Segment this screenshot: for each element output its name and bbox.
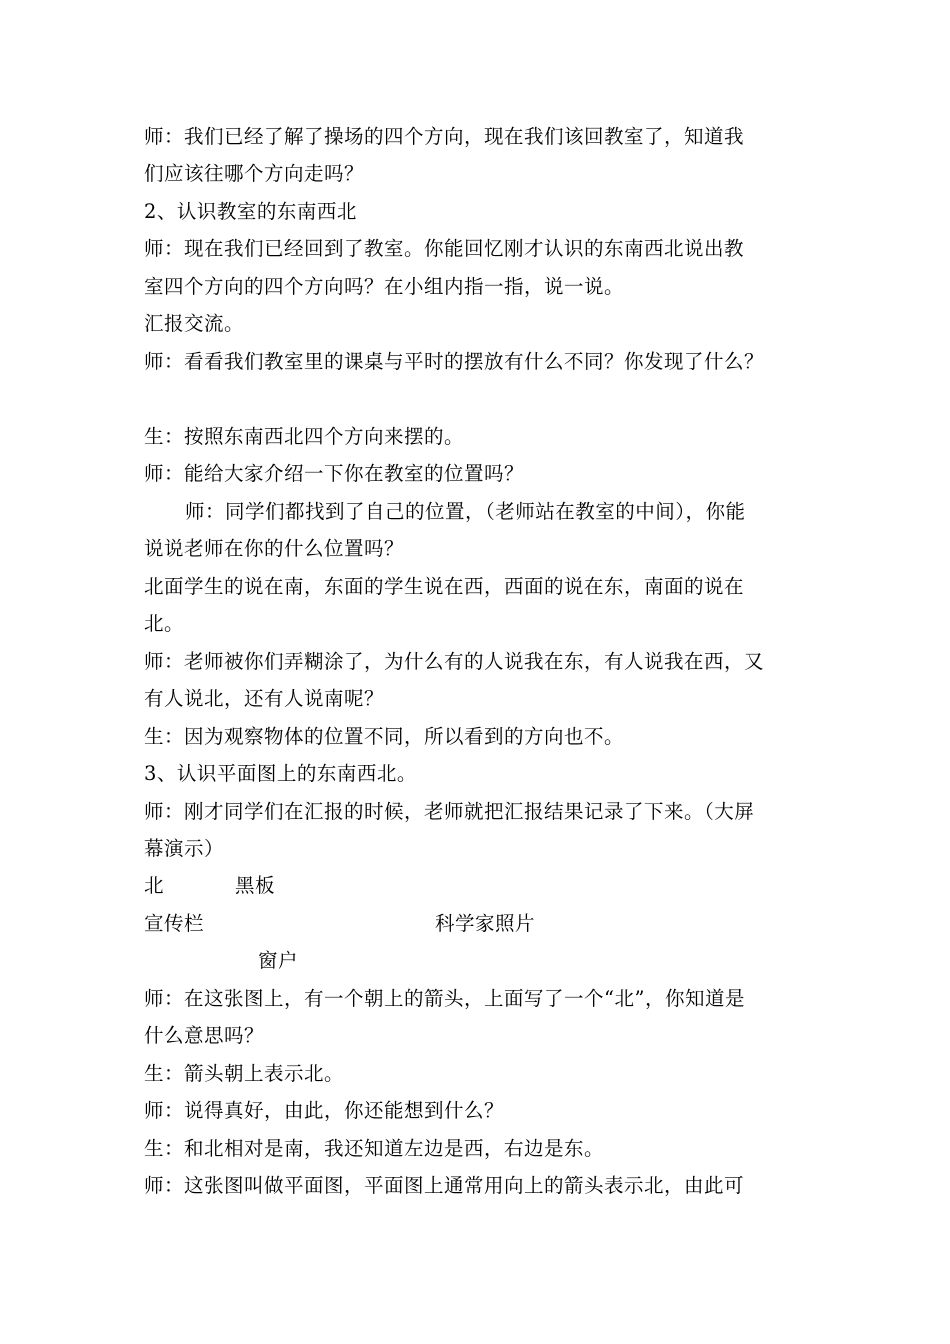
text-line: 师：我们已经了解了操场的四个方向，现在我们该回教室了，知道我 (144, 125, 745, 148)
text-line: 幕演示） (144, 837, 225, 860)
text-line: 师：同学们都找到了自己的位置，（老师站在教室的中间），你能 (185, 500, 746, 523)
diagram-north-label: 北 (144, 874, 165, 897)
text-line: 汇报交流。 (144, 312, 245, 335)
diagram-blackboard-label: 黑板 (235, 874, 276, 897)
text-line: 北面学生的说在南，东面的学生说在西，西面的说在东，南面的说在 (144, 575, 745, 598)
text-line: 师：刚才同学们在汇报的时候，老师就把汇报结果记录了下来。（大屏 (144, 800, 755, 823)
section-heading: 3、认识平面图上的东南西北。 (144, 762, 417, 785)
text-line: 生：箭头朝上表示北。 (144, 1062, 345, 1085)
text-line: 们应该往哪个方向走吗？ (144, 162, 365, 185)
text-line: 说说老师在你的什么位置吗？ (144, 537, 405, 560)
text-line: 师：看看我们教室里的课桌与平时的摆放有什么不同？你发现了什么？ (144, 350, 765, 373)
text-line: 师：说得真好，由此，你还能想到什么？ (144, 1099, 505, 1122)
text-line: 师：这张图叫做平面图，平面图上通常用向上的箭头表示北，由此可 (144, 1174, 745, 1197)
text-line: 师：在这张图上，有一个朝上的箭头，上面写了一个“北”，你知道是 (144, 987, 745, 1010)
text-line: 北。 (144, 612, 185, 635)
text-line: 生：和北相对是南，我还知道左边是西，右边是东。 (144, 1137, 605, 1160)
text-line: 什么意思吗？ (144, 1024, 265, 1047)
diagram-scientist-photos-label: 科学家照片 (435, 912, 536, 935)
diagram-bulletin-board-label: 宣传栏 (144, 912, 205, 935)
text-line: 室四个方向的四个方向吗？在小组内指一指，说一说。 (144, 275, 625, 298)
text-line: 师：能给大家介绍一下你在教室的位置吗？ (144, 462, 525, 485)
text-line: 师：老师被你们弄糊涂了，为什么有的人说我在东，有人说我在西，又 (144, 650, 765, 673)
diagram-window-label: 窗户 (258, 949, 299, 972)
text-line: 生：按照东南西北四个方向来摆的。 (144, 425, 465, 448)
section-heading: 2、认识教室的东南西北 (144, 200, 357, 223)
text-line: 师：现在我们已经回到了教室。你能回忆刚才认识的东南西北说出教 (144, 237, 745, 260)
text-line: 生：因为观察物体的位置不同，所以看到的方向也不。 (144, 725, 625, 748)
text-line: 有人说北，还有人说南呢？ (144, 687, 385, 710)
